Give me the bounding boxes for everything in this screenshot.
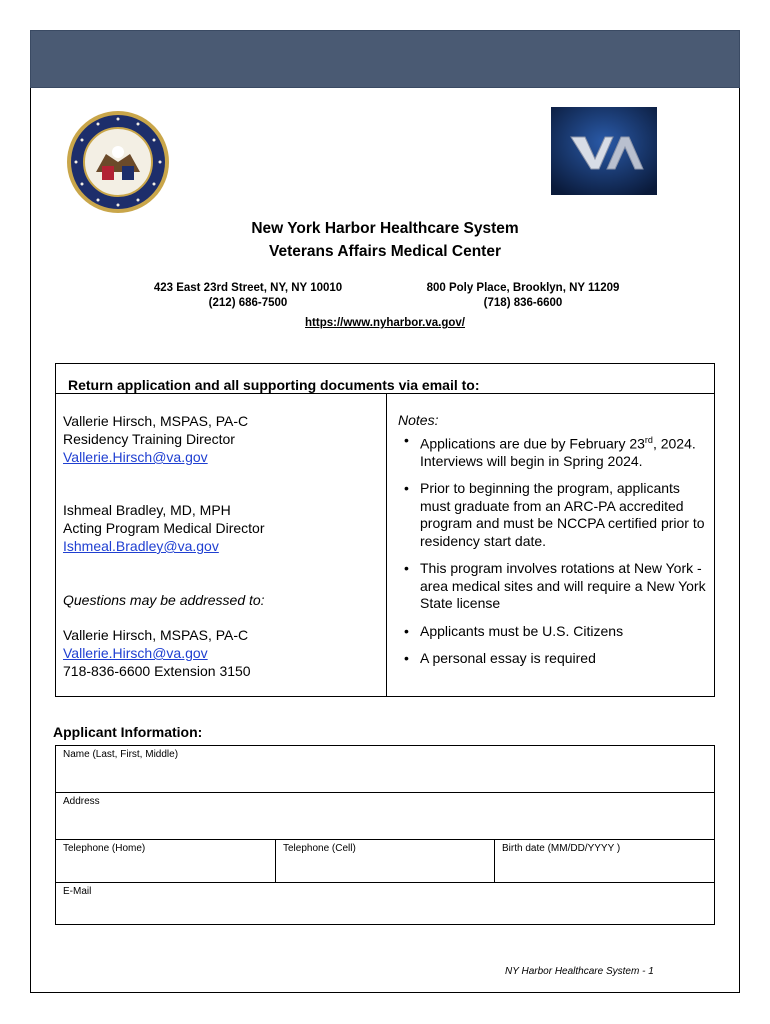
contact1-name: Vallerie Hirsch, MSPAS, PA-C <box>63 413 249 429</box>
birth-date-label: Birth date (MM/DD/YYYY ) <box>502 843 621 854</box>
note1-superscript: rd <box>644 434 653 445</box>
questions-label: Questions may be addressed to: <box>63 592 265 608</box>
notes-column <box>398 412 708 678</box>
note1-text-b: , 2024. Interviews will begin in Spring 2024. <box>420 435 696 469</box>
address-right-street: 800 Poly Place, Brooklyn, NY 11209 <box>426 282 620 294</box>
address-left <box>118 282 378 309</box>
telephone-home-field[interactable] <box>56 840 276 883</box>
birth-date-field[interactable] <box>495 840 714 883</box>
header-band <box>30 30 740 88</box>
telephone-home-label: Telephone (Home) <box>63 843 146 854</box>
contact1-email-link[interactable]: Vallerie.Hirsch@va.gov <box>63 449 208 465</box>
telephone-cell-field[interactable] <box>276 840 495 883</box>
address-left-street: 423 East 23rd Street, NY, NY 10010 <box>153 282 343 294</box>
address-right-phone: (718) 836-6600 <box>483 297 563 309</box>
contact-medical-director <box>63 501 378 555</box>
va-logo-icon <box>551 107 657 195</box>
note-item: • This program involves rotations at New York -area medical sites and will require a New York State license <box>420 560 708 613</box>
website-link[interactable]: https://www.nyharbor.va.gov/ <box>305 317 465 329</box>
note-item <box>420 432 708 471</box>
email-field-label: E-Mail <box>63 886 92 897</box>
contact-notes-box <box>55 363 715 697</box>
name-field[interactable] <box>56 746 714 793</box>
address-right <box>393 282 653 309</box>
note-item: • A personal essay is required <box>420 650 708 668</box>
note1-text-a: Applications are due by February 23 <box>420 435 645 452</box>
contact3-phone: 718-836-6600 Extension 3150 <box>63 663 251 679</box>
address-left-phone: (212) 686-7500 <box>208 297 288 309</box>
email-field[interactable] <box>56 883 714 924</box>
notes-label: Notes: <box>398 412 439 428</box>
name-field-label: Name (Last, First, Middle) <box>63 749 179 760</box>
applicant-form <box>55 745 715 925</box>
applicant-section-title: Applicant Information: <box>53 724 203 740</box>
va-department-seal-icon <box>66 110 170 214</box>
contact3-email-link[interactable]: Vallerie.Hirsch@va.gov <box>63 645 208 661</box>
address-field[interactable] <box>56 793 714 840</box>
contact2-title: Acting Program Medical Director <box>63 520 265 536</box>
notes-list <box>398 432 708 668</box>
page-footer: NY Harbor Healthcare System - 1 <box>505 966 654 977</box>
contact3-name: Vallerie Hirsch, MSPAS, PA-C <box>63 627 249 643</box>
contact1-title: Residency Training Director <box>63 431 235 447</box>
address-field-label: Address <box>63 796 100 807</box>
header-title-line2: Veterans Affairs Medical Center <box>268 243 501 260</box>
header-title-line1: New York Harbor Healthcare System <box>251 220 519 237</box>
note-item: • Applicants must be U.S. Citizens <box>420 623 708 641</box>
contact2-name: Ishmeal Bradley, MD, MPH <box>63 502 231 518</box>
contact-box-header <box>56 364 714 394</box>
column-divider <box>386 394 387 696</box>
telephone-cell-label: Telephone (Cell) <box>283 843 356 854</box>
contact2-email-link[interactable]: Ishmeal.Bradley@va.gov <box>63 538 219 554</box>
contact-questions <box>63 626 378 680</box>
contact-director <box>63 412 378 466</box>
note-item: • Prior to beginning the program, applicants must graduate from an ARC-PA accredited program and must be NCCPA certified prior to residency start date. <box>420 480 708 550</box>
contact-box-heading: Return application and all supporting documents via email to: <box>68 377 480 393</box>
